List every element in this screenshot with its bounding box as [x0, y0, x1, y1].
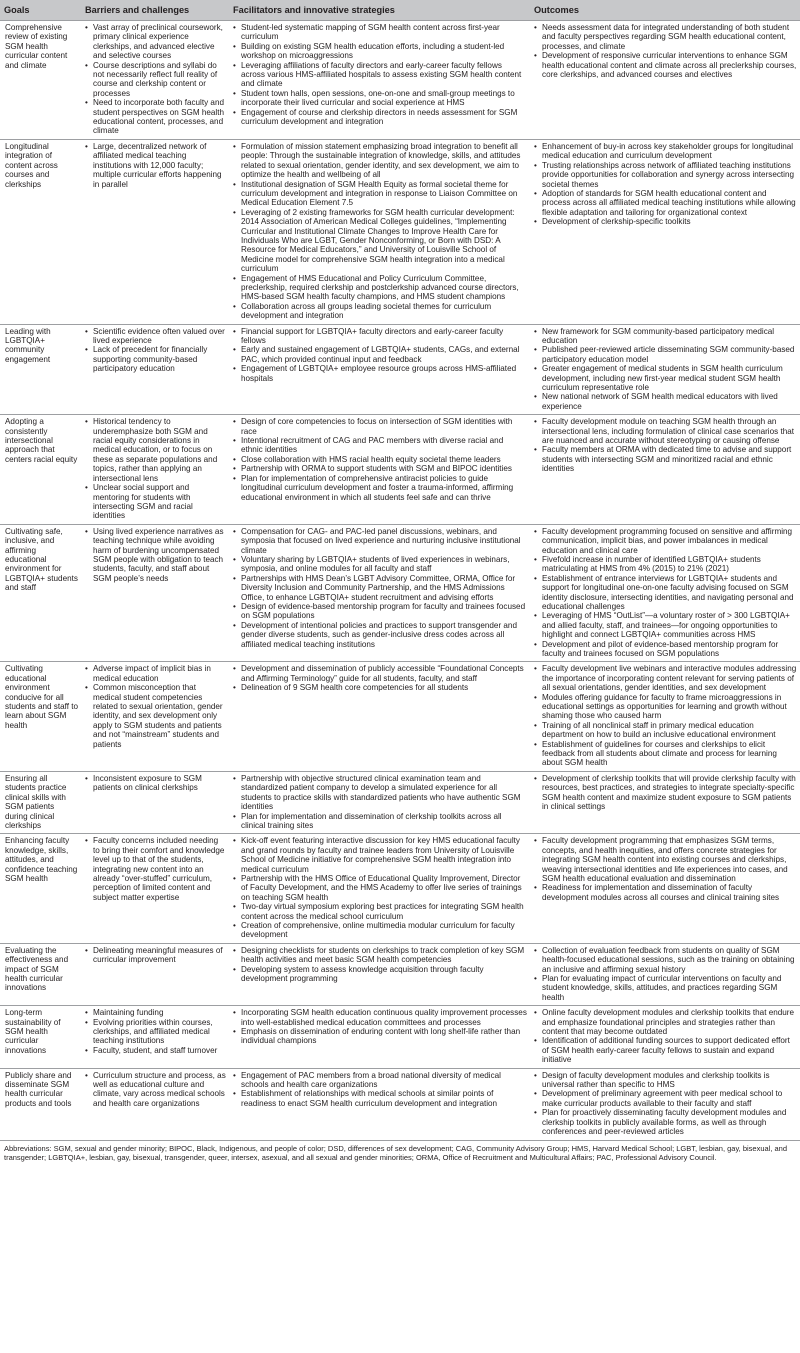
barriers-cell	[81, 21, 229, 140]
barrier-item: • Maintaining funding	[84, 1008, 226, 1017]
strategies-list	[232, 417, 527, 502]
outcome-item: • Fivefold increase in number of identified LGBTQIA+ students matriculating at HMS from 4% (2015) to 21% (2021)	[533, 555, 797, 574]
strategy-item: • Institutional designation of SGM Health Equity as formal societal theme for curriculum development and integration in response to Liaison Committee on Medical Education Element 7.5	[232, 180, 527, 208]
strategy-item: • Leveraging affiliations of faculty directors and early-career faculty fellows across various HMS-affiliated hospitals to assess existing SGM health content and climate	[232, 61, 527, 89]
header-strategies: Facilitators and innovative strategies	[229, 0, 530, 21]
strategies-list	[232, 836, 527, 939]
barrier-item: • Faculty concerns included needing to bring their comfort and knowledge level up to that of the students, integrating new content into an already “over-stuffed” curriculum, perception of limited content and subject matter expertise	[84, 836, 226, 902]
strategy-item: • Leveraging of 2 existing frameworks for SGM health curricular development: 2014 Association of American Medical Colleges guidelines, “Implementing Curricular and Institutional Climate Changes to Improve Health Care for Individuals Who are LGBT, Gender Nonconforming, or Born with DSD: A Resource for Medical Educators,” and University of Louisville School of Medicine model for comprehensive SGM health integration into a medical curriculum	[232, 208, 527, 274]
strategy-item: • Emphasis on dissemination of enduring content with long shelf-life rather than individual champions	[232, 1027, 527, 1046]
strategies-cell	[229, 662, 530, 771]
barrier-item: • Unclear social support and mentoring for students with intersecting SGM and racial identities	[84, 483, 226, 521]
outcome-item: • Adoption of standards for SGM health educational content and process across all affiliated medical teaching institutions while allowing flexible adaptation and tailoring for organizational context	[533, 189, 797, 217]
barrier-item: • Common misconception that medical student competencies related to sexual orientation, gender identity, and sex development only apply to SGM students and patients and not “mainstream” students and patients	[84, 683, 226, 749]
strategies-list	[232, 142, 527, 321]
outcome-item: • Training of all nonclinical staff in primary medical education department on how to build an inclusive educational environment	[533, 721, 797, 740]
outcome-item: • New framework for SGM community-based participatory medical education	[533, 327, 797, 346]
outcomes-cell	[530, 139, 800, 324]
outcome-item: • Greater engagement of medical students in SGM health curriculum development, including new first-year medical student SGM health curriculum representative role	[533, 364, 797, 392]
table-row	[0, 524, 800, 662]
strategy-item: • Development of intentional policies and practices to support transgender and gender diverse students, such as gender-inclusive dress codes across all affiliated medical teaching institutions	[232, 621, 527, 649]
table-row	[0, 834, 800, 943]
strategy-item: • Intentional recruitment of CAG and PAC members with diverse racial and ethnic identities	[232, 436, 527, 455]
strategies-cell	[229, 524, 530, 662]
outcomes-cell	[530, 524, 800, 662]
barrier-item: • Large, decentralized network of affiliated medical teaching institutions with 12,000 faculty; multiple curricular efforts happening in parallel	[84, 142, 226, 189]
strategies-list	[232, 774, 527, 830]
outcome-item: • Modules offering guidance for faculty to frame microaggressions in educational settings as opportunities for learning and growth without shaming those who caused harm	[533, 693, 797, 721]
goal-cell: Longitudinal integration of content across courses and clerkships	[0, 139, 81, 324]
strategy-item: • Delineation of 9 SGM health core competencies for all students	[232, 683, 527, 692]
barriers-list	[84, 417, 226, 520]
table-row	[0, 21, 800, 140]
strategies-cell	[229, 21, 530, 140]
outcomes-list	[533, 527, 797, 659]
outcomes-list	[533, 774, 797, 812]
outcome-item: • Establishment of guidelines for courses and clerkships to elicit feedback from all students about climate and process for learning about SGM health	[533, 740, 797, 768]
strategy-item: • Close collaboration with HMS racial health equity societal theme leaders	[232, 455, 527, 464]
outcomes-cell	[530, 771, 800, 833]
outcomes-cell	[530, 943, 800, 1005]
strategy-item: • Voluntary sharing by LGBTQIA+ students of lived experiences in webinars, symposia, and online modules for all faculty and staff	[232, 555, 527, 574]
goal-cell: Long-term sustainability of SGM health curricular innovations	[0, 1006, 81, 1068]
outcome-item: • New national network of SGM health medical educators with lived experience	[533, 392, 797, 411]
outcome-item: • Plan for evaluating impact of curricular interventions on faculty and student knowledge, skills, attitudes, and practices regarding SGM health	[533, 974, 797, 1002]
outcome-item: • Faculty development module on teaching SGM health through an intersectional lens, including formulation of clinical case scenarios that are nuanced and accurate without stereotyping or causing offense	[533, 417, 797, 445]
strategies-list	[232, 946, 527, 984]
barriers-list	[84, 946, 226, 965]
strategy-item: • Collaboration across all groups leading societal themes for curriculum development and integration	[232, 302, 527, 321]
outcome-item: • Faculty development live webinars and interactive modules addressing the importance of incorporating content relevant for serving patients of all sexual orientations, gender identities, and sex development	[533, 664, 797, 692]
outcome-item: • Development and pilot of evidence-based mentorship program for faculty and trainees focused on SGM populations	[533, 640, 797, 659]
goal-cell: Cultivating educational environment conducive for all students and staff to learn about SGM health	[0, 662, 81, 771]
strategy-item: • Formulation of mission statement emphasizing broad integration to benefit all people: Through the sustainable integration of knowledge, skills, and attitudes related to sexual orientation, gender identity, and sex development, we aim to optimize the health and wellbeing of all	[232, 142, 527, 180]
barrier-item: • Scientific evidence often valued over lived experience	[84, 327, 226, 346]
outcome-item: • Enhancement of buy-in across key stakeholder groups for longitudinal medical education and curriculum development	[533, 142, 797, 161]
barriers-list	[84, 23, 226, 136]
table-body	[0, 21, 800, 1140]
outcome-item: • Leveraging of HMS “OutList”—a voluntary roster of > 300 LGBTQIA+ and allied faculty, staff, and trainees—for ongoing opportunities to highlight and connect LGBTQIA+ communities across HMS	[533, 611, 797, 639]
strategy-item: • Engagement of LGBTQIA+ employee resource groups across HMS-affiliated hospitals	[232, 364, 527, 383]
barrier-item: • Using lived experience narratives as teaching technique while avoiding harm of burdening uncompensated SGM people with obligation to teach students, faculty, and staff about SGM people’s needs	[84, 527, 226, 583]
strategy-item: • Partnership with objective structured clinical examination team and standardized patient company to develop a simulated experience for all students to practice skills with standardized patients who have authentic SGM identities	[232, 774, 527, 812]
outcome-item: • Online faculty development modules and clerkship toolkits that endure and emphasize foundational principles and strategies rather than content that may become outdated	[533, 1008, 797, 1036]
strategy-item: • Establishment of relationships with medical schools at similar points of readiness to enact SGM health curriculum development and integration	[232, 1089, 527, 1108]
strategy-item: • Designing checklists for students on clerkships to track completion of key SGM health activities and meet basic SGM health competencies	[232, 946, 527, 965]
outcome-item: • Needs assessment data for integrated understanding of both student and faculty perspectives regarding SGM health educational content, processes, and climate	[533, 23, 797, 51]
strategies-cell	[229, 943, 530, 1005]
outcomes-list	[533, 142, 797, 227]
strategies-list	[232, 327, 527, 383]
strategy-item: • Design of evidence-based mentorship program for faculty and trainees focused on SGM populations	[232, 602, 527, 621]
strategy-item: • Developing system to assess knowledge acquisition through faculty development programming	[232, 965, 527, 984]
outcome-item: • Establishment of entrance interviews for LGBTQIA+ students and support for longitudinal one-on-one faculty advising focused on SGM identity disclosure, intersecting identities, and navigating personal and educational challenges	[533, 574, 797, 612]
strategy-item: • Two-day virtual symposium exploring best practices for integrating SGM health content across the medical school curriculum	[232, 902, 527, 921]
table-row	[0, 1068, 800, 1139]
outcomes-cell	[530, 1068, 800, 1139]
barriers-cell	[81, 943, 229, 1005]
barriers-cell	[81, 834, 229, 943]
strategy-item: • Design of core competencies to focus on intersection of SGM identities with race	[232, 417, 527, 436]
header-goals: Goals	[0, 0, 81, 21]
strategies-list	[232, 23, 527, 126]
header-barriers: Barriers and challenges	[81, 0, 229, 21]
outcomes-list	[533, 417, 797, 473]
strategy-item: • Engagement of PAC members from a broad national diversity of medical schools and health care organizations	[232, 1071, 527, 1090]
outcome-item: • Plan for proactively disseminating faculty development modules and clerkship toolkits in publicly available forms, as well as through conferences and peer-reviewed articles	[533, 1108, 797, 1136]
strategy-item: • Early and sustained engagement of LGBTQIA+ students, CAGs, and external PAC, which provided continual input and feedback	[232, 345, 527, 364]
outcomes-cell	[530, 834, 800, 943]
strategy-item: • Plan for implementation of comprehensive antiracist policies to guide longitudinal curriculum development and foster a trauma-informed, affirming educational environment in which all students feel safe and can thrive	[232, 474, 527, 502]
outcome-item: • Development of preliminary agreement with peer medical school to make curricular products available to their faculty and staff	[533, 1089, 797, 1108]
outcomes-list	[533, 664, 797, 767]
barriers-cell	[81, 324, 229, 415]
outcomes-list	[533, 1071, 797, 1137]
outcome-item: • Development of clerkship toolkits that will provide clerkship faculty with resources, best practices, and strategies to integrate specialty-specific SGM health content and maximize student exposure to SGM patients in clinical settings	[533, 774, 797, 812]
goal-cell: Comprehensive review of existing SGM health curricular content and climate	[0, 21, 81, 140]
abbreviations-footnote: Abbreviations: SGM, sexual and gender minority; BIPOC, Black, Indigenous, and people of color; DSD, differences of sex development; CAG, Community Advisory Group; HMS, Harvard Medical School; LGBT, lesbian, gay, bisexual, and transgender; LGBTQIA+, lesbian, gay, bisexual, transgender, queer, intersex, asexual, and all sexual and gender minorities; ORMA, Office of Recruitment and Multicultural Affairs; PAC, Professional Advisory Council.	[0, 1140, 800, 1163]
strategy-item: • Financial support for LGBTQIA+ faculty directors and early-career faculty fellows	[232, 327, 527, 346]
header-outcomes: Outcomes	[530, 0, 800, 21]
goal-cell: Adopting a consistently intersectional approach that centers racial equity	[0, 415, 81, 524]
strategy-item: • Partnership with ORMA to support students with SGM and BIPOC identities	[232, 464, 527, 473]
strategies-cell	[229, 415, 530, 524]
barriers-cell	[81, 524, 229, 662]
strategy-item: • Development and dissemination of publicly accessible “Foundational Concepts and Affirming Terminology” guide for all students, faculty, and staff	[232, 664, 527, 683]
goal-cell: Publicly share and disseminate SGM health curricular products and tools	[0, 1068, 81, 1139]
strategies-list	[232, 1008, 527, 1046]
outcomes-list	[533, 946, 797, 1002]
barriers-list	[84, 774, 226, 793]
outcomes-list	[533, 836, 797, 902]
outcome-item: • Faculty members at ORMA with dedicated time to advise and support students with intersecting SGM and minoritized racial and ethnic identities	[533, 445, 797, 473]
barriers-cell	[81, 662, 229, 771]
outcome-item: • Readiness for implementation and dissemination of faculty development modules across all courses and clinical training sites	[533, 883, 797, 902]
barrier-item: • Adverse impact of implicit bias in medical education	[84, 664, 226, 683]
outcomes-cell	[530, 324, 800, 415]
strategies-cell	[229, 1006, 530, 1068]
table-row	[0, 1006, 800, 1068]
barriers-list	[84, 1008, 226, 1055]
strategy-item: • Student-led systematic mapping of SGM health content across first-year curriculum	[232, 23, 527, 42]
strategy-item: • Engagement of course and clerkship directors in needs assessment for SGM curriculum development and integration	[232, 108, 527, 127]
barriers-list	[84, 142, 226, 189]
barriers-list	[84, 527, 226, 583]
strategies-list	[232, 664, 527, 692]
barriers-cell	[81, 1006, 229, 1068]
barriers-cell	[81, 1068, 229, 1139]
barrier-item: • Lack of precedent for financially supporting community-based participatory education	[84, 345, 226, 373]
outcomes-cell	[530, 415, 800, 524]
barriers-list	[84, 664, 226, 749]
strategy-item: • Compensation for CAG- and PAC-led panel discussions, webinars, and symposia that focused on lived experience and nurturing inclusive institutional climate	[232, 527, 527, 555]
outcome-item: • Faculty development programming focused on sensitive and affirming communication, implicit bias, and power imbalances in medical education and clinical care	[533, 527, 797, 555]
goal-cell: Leading with LGBTQIA+ community engagement	[0, 324, 81, 415]
strategy-item: • Building on existing SGM health education efforts, including a student-led workshop on microaggressions	[232, 42, 527, 61]
barrier-item: • Course descriptions and syllabi do not necessarily reflect full reality of course and clerkship content or processes	[84, 61, 226, 99]
outcome-item: • Development of clerkship-specific toolkits	[533, 217, 797, 226]
outcome-item: • Collection of evaluation feedback from students on quality of SGM health-focused educational sessions, such as the training on obtaining an inclusive and affirming sexual history	[533, 946, 797, 974]
outcomes-list	[533, 23, 797, 79]
strategy-item: • Partnership with the HMS Office of Educational Quality Improvement, Director of Faculty Development, and the HMS Academy to offer live series of trainings on teaching SGM health	[232, 874, 527, 902]
table-row	[0, 324, 800, 415]
goal-cell: Cultivating safe, inclusive, and affirming educational environment for LGBTQIA+ students and staff	[0, 524, 81, 662]
barrier-item: • Faculty, student, and staff turnover	[84, 1046, 226, 1055]
table-row	[0, 771, 800, 833]
strategy-item: • Creation of comprehensive, online multimedia modular curriculum for faculty development	[232, 921, 527, 940]
strategy-item: • Plan for implementation and dissemination of clerkship toolkits across all clinical training sites	[232, 812, 527, 831]
strategy-item: • Engagement of HMS Educational and Policy Curriculum Committee, preclerkship, required clerkship and postclerkship advanced course directors, HMS-based SGM health faculty champions, and HMS student champions	[232, 274, 527, 302]
barrier-item: • Historical tendency to underemphasize both SGM and racial equity considerations in medical education, or to focus on these as separate populations and topics, rather than applying an intersectional lens	[84, 417, 226, 483]
barriers-cell	[81, 415, 229, 524]
barrier-item: • Inconsistent exposure to SGM patients on clinical clerkships	[84, 774, 226, 793]
strategies-cell	[229, 1068, 530, 1139]
barriers-list	[84, 836, 226, 902]
table-row	[0, 662, 800, 771]
table-row	[0, 139, 800, 324]
barrier-item: • Vast array of preclinical coursework, primary clinical experience clerkships, and advanced elective and selective courses	[84, 23, 226, 61]
barriers-cell	[81, 139, 229, 324]
goal-cell: Evaluating the effectiveness and impact of SGM health curricular innovations	[0, 943, 81, 1005]
strategy-item: • Partnerships with HMS Dean’s LGBT Advisory Committee, ORMA, Office for Diversity Inclusion and Community Partnership, and the HMS Admissions Office, to enhance LGBTQIA+ student recruitment and advising efforts	[232, 574, 527, 602]
outcome-item: • Trusting relationships across network of affiliated teaching institutions provide opportunities for collaboration and synergy across intersecting societal themes	[533, 161, 797, 189]
strategy-item: • Student town halls, open sessions, one-on-one and small-group meetings to incorporate their lived curricular and social experience at HMS	[232, 89, 527, 108]
barrier-item: • Evolving priorities within courses, clerkships, and affiliated medical teaching institutions	[84, 1018, 226, 1046]
barrier-item: • Delineating meaningful measures of curricular improvement	[84, 946, 226, 965]
barriers-cell	[81, 771, 229, 833]
outcome-item: • Faculty development programming that emphasizes SGM terms, concepts, and health inequities, and offers concrete strategies for integrating SGM health content into existing courses and clerkships, weaving intersectional identities and life experiences into cases, and SGM health educational evaluation and dissemination	[533, 836, 797, 883]
barriers-list	[84, 1071, 226, 1109]
outcome-item: • Published peer-reviewed article disseminating SGM community-based participatory education model	[533, 345, 797, 364]
table-row	[0, 943, 800, 1005]
goal-cell: Enhancing faculty knowledge, skills, attitudes, and confidence teaching SGM health	[0, 834, 81, 943]
strategy-item: • Incorporating SGM health education continuous quality improvement processes into well-established medical education committees and processes	[232, 1008, 527, 1027]
strategy-item: • Kick-off event featuring interactive discussion for key HMS educational faculty and grand rounds by faculty and trainee leaders from University of Louisville School of Medicine initiative for comprehensive SGM health integration into medical curriculum	[232, 836, 527, 874]
barrier-item: • Need to incorporate both faculty and student perspectives on SGM health educational content, processes, and climate	[84, 98, 226, 136]
strategies-cell	[229, 139, 530, 324]
strategies-list	[232, 527, 527, 649]
outcomes-list	[533, 1008, 797, 1064]
goal-cell: Ensuring all students practice clinical skills with SGM patients during clinical clerkships	[0, 771, 81, 833]
outcomes-cell	[530, 21, 800, 140]
strategies-cell	[229, 324, 530, 415]
strategies-list	[232, 1071, 527, 1109]
barrier-item: • Curriculum structure and process, as well as educational culture and climate, vary across medical schools and health care organizations	[84, 1071, 226, 1109]
outcomes-list	[533, 327, 797, 412]
table-row	[0, 415, 800, 524]
outcome-item: • Identification of additional funding sources to support dedicated effort of SGM health early-career faculty fellows to sustain and expand initiative	[533, 1036, 797, 1064]
outcome-item: • Development of responsive curricular interventions to enhance SGM health educational content and climate across all preclerkship courses, core clerkships, and advanced courses and electives	[533, 51, 797, 79]
strategies-cell	[229, 771, 530, 833]
outcomes-cell	[530, 1006, 800, 1068]
outcome-item: • Design of faculty development modules and clerkship toolkits is universal rather than specific to HMS	[533, 1071, 797, 1090]
outcomes-cell	[530, 662, 800, 771]
table-header-row	[0, 0, 800, 21]
strategies-cell	[229, 834, 530, 943]
barriers-list	[84, 327, 226, 374]
